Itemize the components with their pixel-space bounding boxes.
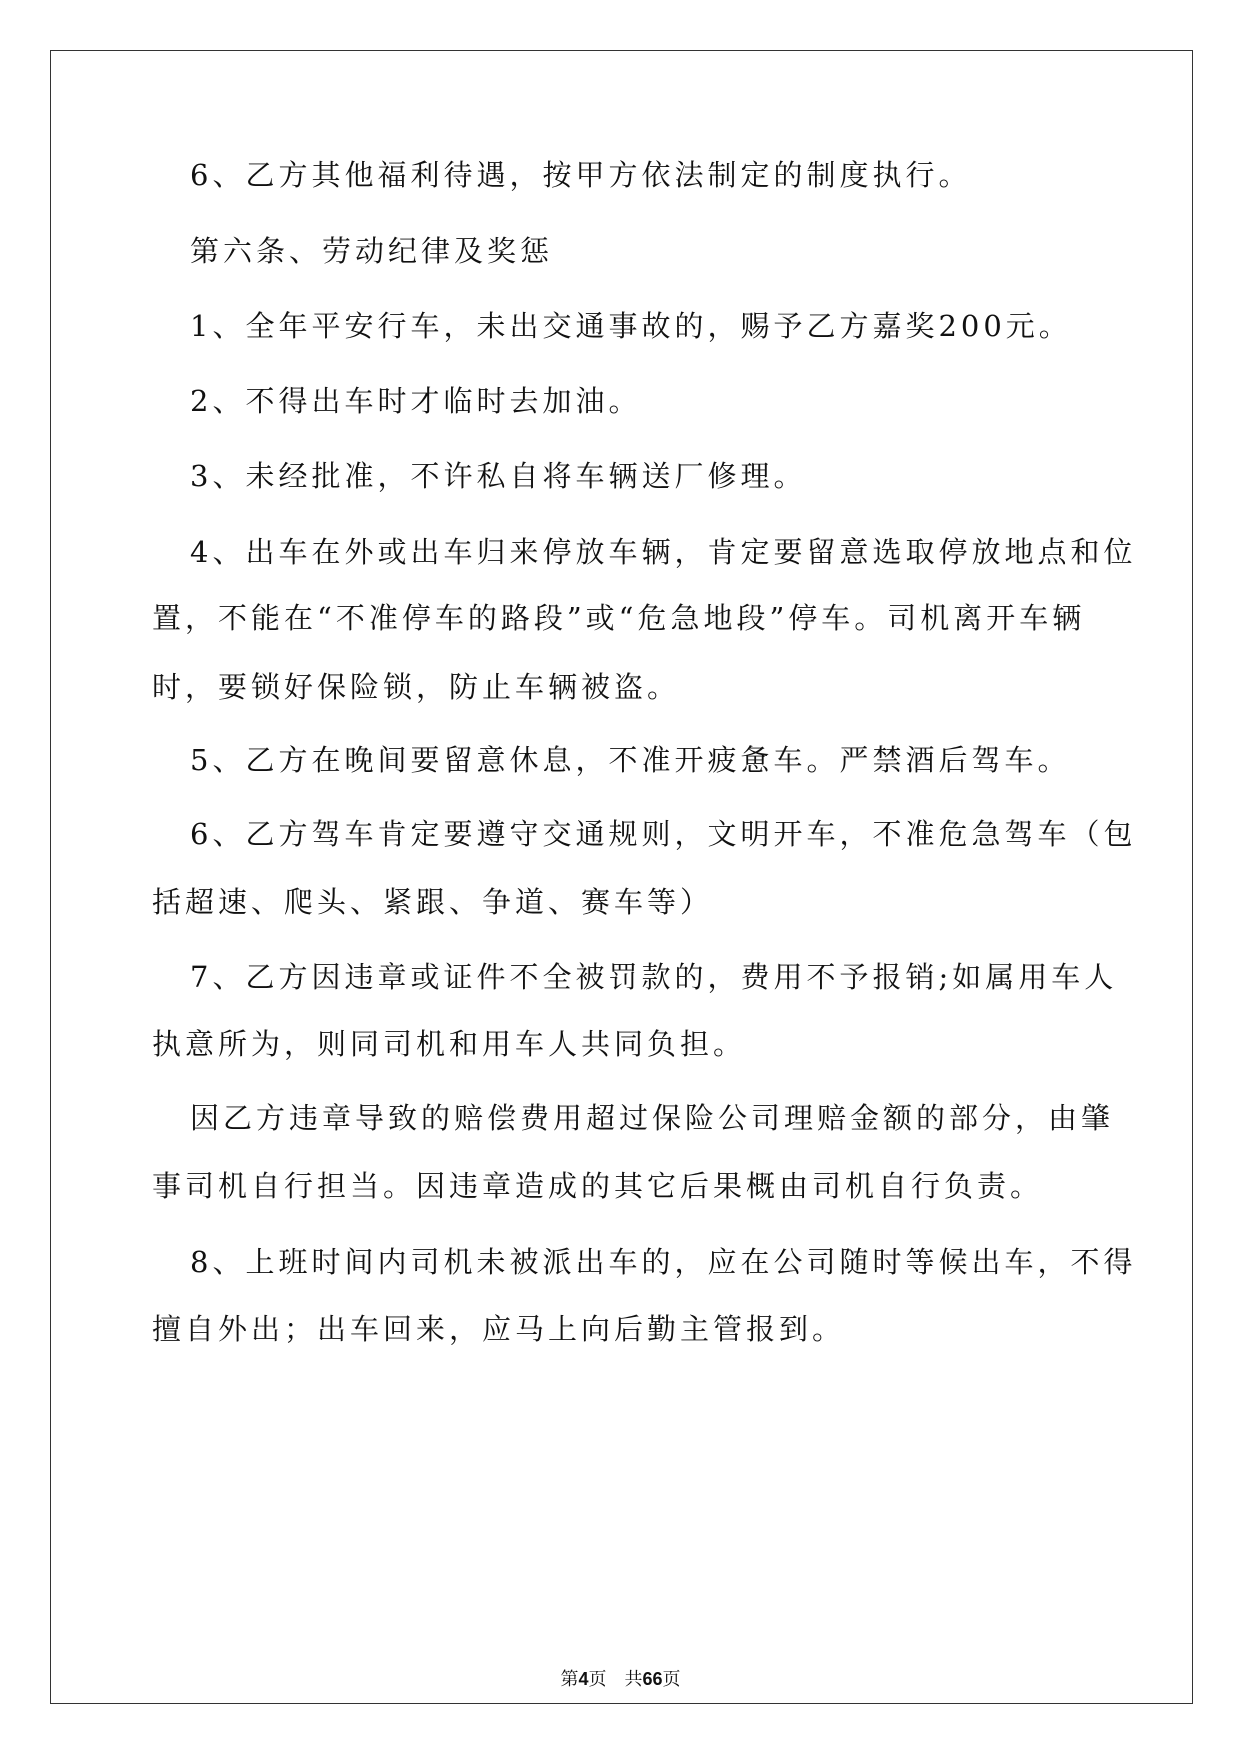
paragraph-compensation-line-1: 因乙方违章导致的赔偿费用超过保险公司理赔金额的部分，由肇 (190, 1101, 1115, 1135)
footer-total-prefix: 共 (624, 1669, 643, 1690)
paragraph-item-4-line-1: 4、出车在外或出车归来停放车辆，肯定要留意选取停放地点和位 (190, 535, 1137, 569)
paragraph-item-8-line-1: 8、上班时间内司机未被派出车的，应在公司随时等候出车，不得 (190, 1245, 1137, 1279)
paragraph-item-6-line-1: 6、乙方驾车肯定要遵守交通规则，文明开车，不准危急驾车（包 (190, 817, 1137, 851)
paragraph-compensation-line-2: 事司机自行担当。因违章造成的其它后果概由司机自行负责。 (152, 1169, 1044, 1203)
paragraph-item-6-line-2: 括超速、爬头、紧跟、争道、赛车等） (152, 885, 714, 919)
paragraph-item-3: 3、未经批准，不许私自将车辆送厂修理。 (190, 459, 807, 493)
footer-total-suffix: 页 (662, 1669, 681, 1690)
footer-page-number: 4 (578, 1669, 589, 1689)
paragraph-item-7-line-2: 执意所为，则同司机和用车人共同负担。 (152, 1027, 747, 1061)
paragraph-item-1: 1、全年平安行车，未出交通事故的，赐予乙方嘉奖200元。 (190, 309, 1072, 343)
paragraph-item-2: 2、不得出车时才临时去加油。 (190, 384, 642, 418)
paragraph-item-4-line-3: 时，要锁好保险锁，防止车辆被盗。 (152, 670, 681, 704)
section-heading: 第六条、劳动纪律及奖惩 (190, 234, 554, 268)
footer-page-suffix: 页 (588, 1669, 607, 1690)
paragraph-item-8-line-2: 擅自外出；出车回来，应马上向后勤主管报到。 (152, 1312, 846, 1346)
paragraph-item-5: 5、乙方在晚间要留意休息，不准开疲惫车。严禁酒后驾车。 (190, 743, 1071, 777)
paragraph-welfare: 6、乙方其他福利待遇，按甲方依法制定的制度执行。 (190, 158, 972, 192)
paragraph-item-7-line-1: 7、乙方因违章或证件不全被罚款的，费用不予报销;如属用车人 (190, 960, 1118, 994)
footer-total-pages: 66 (642, 1669, 663, 1689)
footer-prefix: 第 (560, 1669, 579, 1690)
page-footer (0, 1665, 1241, 1691)
page-border (50, 50, 1193, 1704)
paragraph-item-4-line-2: 置，不能在“不准停车的路段”或“危急地段”停车。司机离开车辆 (152, 601, 1086, 635)
